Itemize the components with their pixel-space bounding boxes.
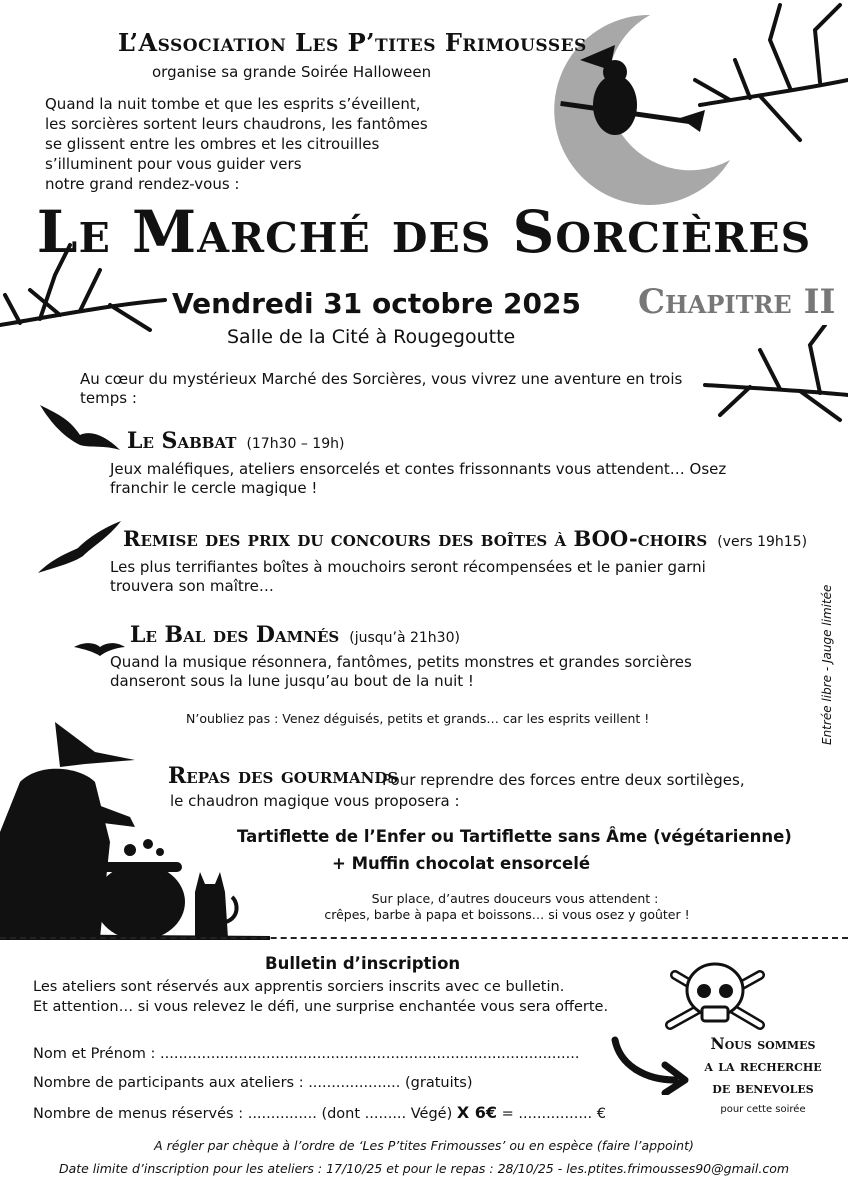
payment-note: A régler par chèque à l’ordre de ‘Les P’tites Frimousses’ ou en espèce (faire l’appoint) — [154, 1138, 694, 1153]
section-description-prix: Les plus terrifiantes boîtes à mouchoirs seront récompensées et le panier garni trouvera son maître… — [110, 558, 706, 595]
event-title: Le Marché des Sorcières — [36, 198, 812, 266]
tree-branch-top-right — [640, 0, 848, 150]
association-title: L’Association Les P’tites Frimousses — [118, 28, 587, 57]
meal-title: Repas des gourmands — [168, 763, 399, 789]
event-chapter: Chapitre II — [638, 282, 836, 322]
section-title-text: Le Sabbat — [127, 428, 237, 454]
section-title-text: Remise des prix du concours des boîtes à BOO-choirs — [123, 526, 708, 551]
meal-intro-line2: le chaudron magique vous proposera : — [170, 792, 460, 810]
volunteer-line1: Nous sommes — [710, 1034, 816, 1053]
intro-paragraph: Quand la nuit tombe et que les esprits s’éveillent, les sorcières sortent leurs chaudrons, les fantômes se glissent entre les ombres et les citrouilles s’illuminent pour vous guider vers notre grand rendez-vous : — [45, 95, 428, 193]
name-field[interactable]: Nom et Prénom : ........................................................................................... — [33, 1046, 580, 1062]
section-description-sabbat: Jeux maléfiques, ateliers ensorcelés et contes frissonnants vous attendent… Osez franchir le cercle magique ! — [110, 460, 727, 497]
volunteer-callout — [678, 1033, 848, 1099]
event-date: Vendredi 31 octobre 2025 — [172, 287, 581, 320]
skull-crossbones-illustration — [660, 955, 770, 1035]
form-text-line2: Et attention… si vous relevez le défi, une surprise enchantée vous sera offerte. — [33, 999, 609, 1015]
association-subtitle: organise sa grande Soirée Halloween — [152, 63, 432, 81]
volunteer-line2: a la recherche — [704, 1056, 822, 1075]
section-time: (vers 19h15) — [717, 534, 808, 550]
menus-field[interactable] — [33, 1103, 606, 1122]
bat-icon — [35, 400, 125, 460]
menu-dessert: + Muffin chocolat ensorcelé — [332, 854, 591, 873]
section-description-bal: Quand la musique résonnera, fantômes, petits monstres et grandes sorcières danseront sous la lune jusqu’au bout de la nuit ! — [110, 653, 692, 690]
volunteer-subtext: pour cette soirée — [720, 1104, 806, 1115]
extra-treats-line2: crêpes, barbe à papa et boissons… si vous osez y goûter ! — [324, 907, 690, 922]
side-note: Entrée libre - Jauge limitée — [820, 584, 834, 745]
volunteer-line3: de benevoles — [712, 1078, 814, 1097]
section-title-text: Le Bal des Damnés — [130, 622, 340, 648]
extra-treats-line1: Sur place, d’autres douceurs vous attendent : — [371, 891, 659, 906]
costume-reminder: N’oubliez pas : Venez déguisés, petits et grands… car les esprits veillent ! — [186, 711, 650, 726]
program-intro: Au cœur du mystérieux Marché des Sorcières, vous vivrez une aventure en trois temps : — [80, 370, 683, 407]
section-time: (jusqu’à 21h30) — [349, 630, 460, 646]
menus-field-label: Nombre de menus réservés : ............... (dont ......... Végé) — [33, 1106, 453, 1122]
tree-branch-right-middle — [700, 325, 848, 425]
participants-field[interactable]: Nombre de participants aux ateliers : .................... (gratuits) — [33, 1075, 473, 1091]
meal-intro-line1: Pour reprendre des forces entre deux sortilèges, — [382, 771, 745, 789]
menu-price: X 6€ — [456, 1103, 498, 1122]
cut-line-divider — [0, 937, 848, 939]
form-text-line1: Les ateliers sont réservés aux apprentis sorciers inscrits avec ce bulletin. — [33, 979, 565, 995]
section-title-prix — [123, 526, 807, 551]
menu-main: Tartiflette de l’Enfer ou Tartiflette sans Âme (végétarienne) — [237, 827, 792, 846]
form-title: Bulletin d’inscription — [265, 954, 461, 973]
deadline-note: Date limite d’inscription pour les ateliers : 17/10/25 et pour le repas : 28/10/25 - les.ptites.frimousses90@gmail.com — [58, 1161, 790, 1176]
section-title-sabbat — [127, 428, 344, 454]
section-time: (17h30 – 19h) — [246, 436, 345, 452]
menus-total: = ................ € — [501, 1106, 606, 1122]
event-venue: Salle de la Cité à Rougegoutte — [227, 326, 516, 348]
section-title-bal — [130, 622, 460, 648]
